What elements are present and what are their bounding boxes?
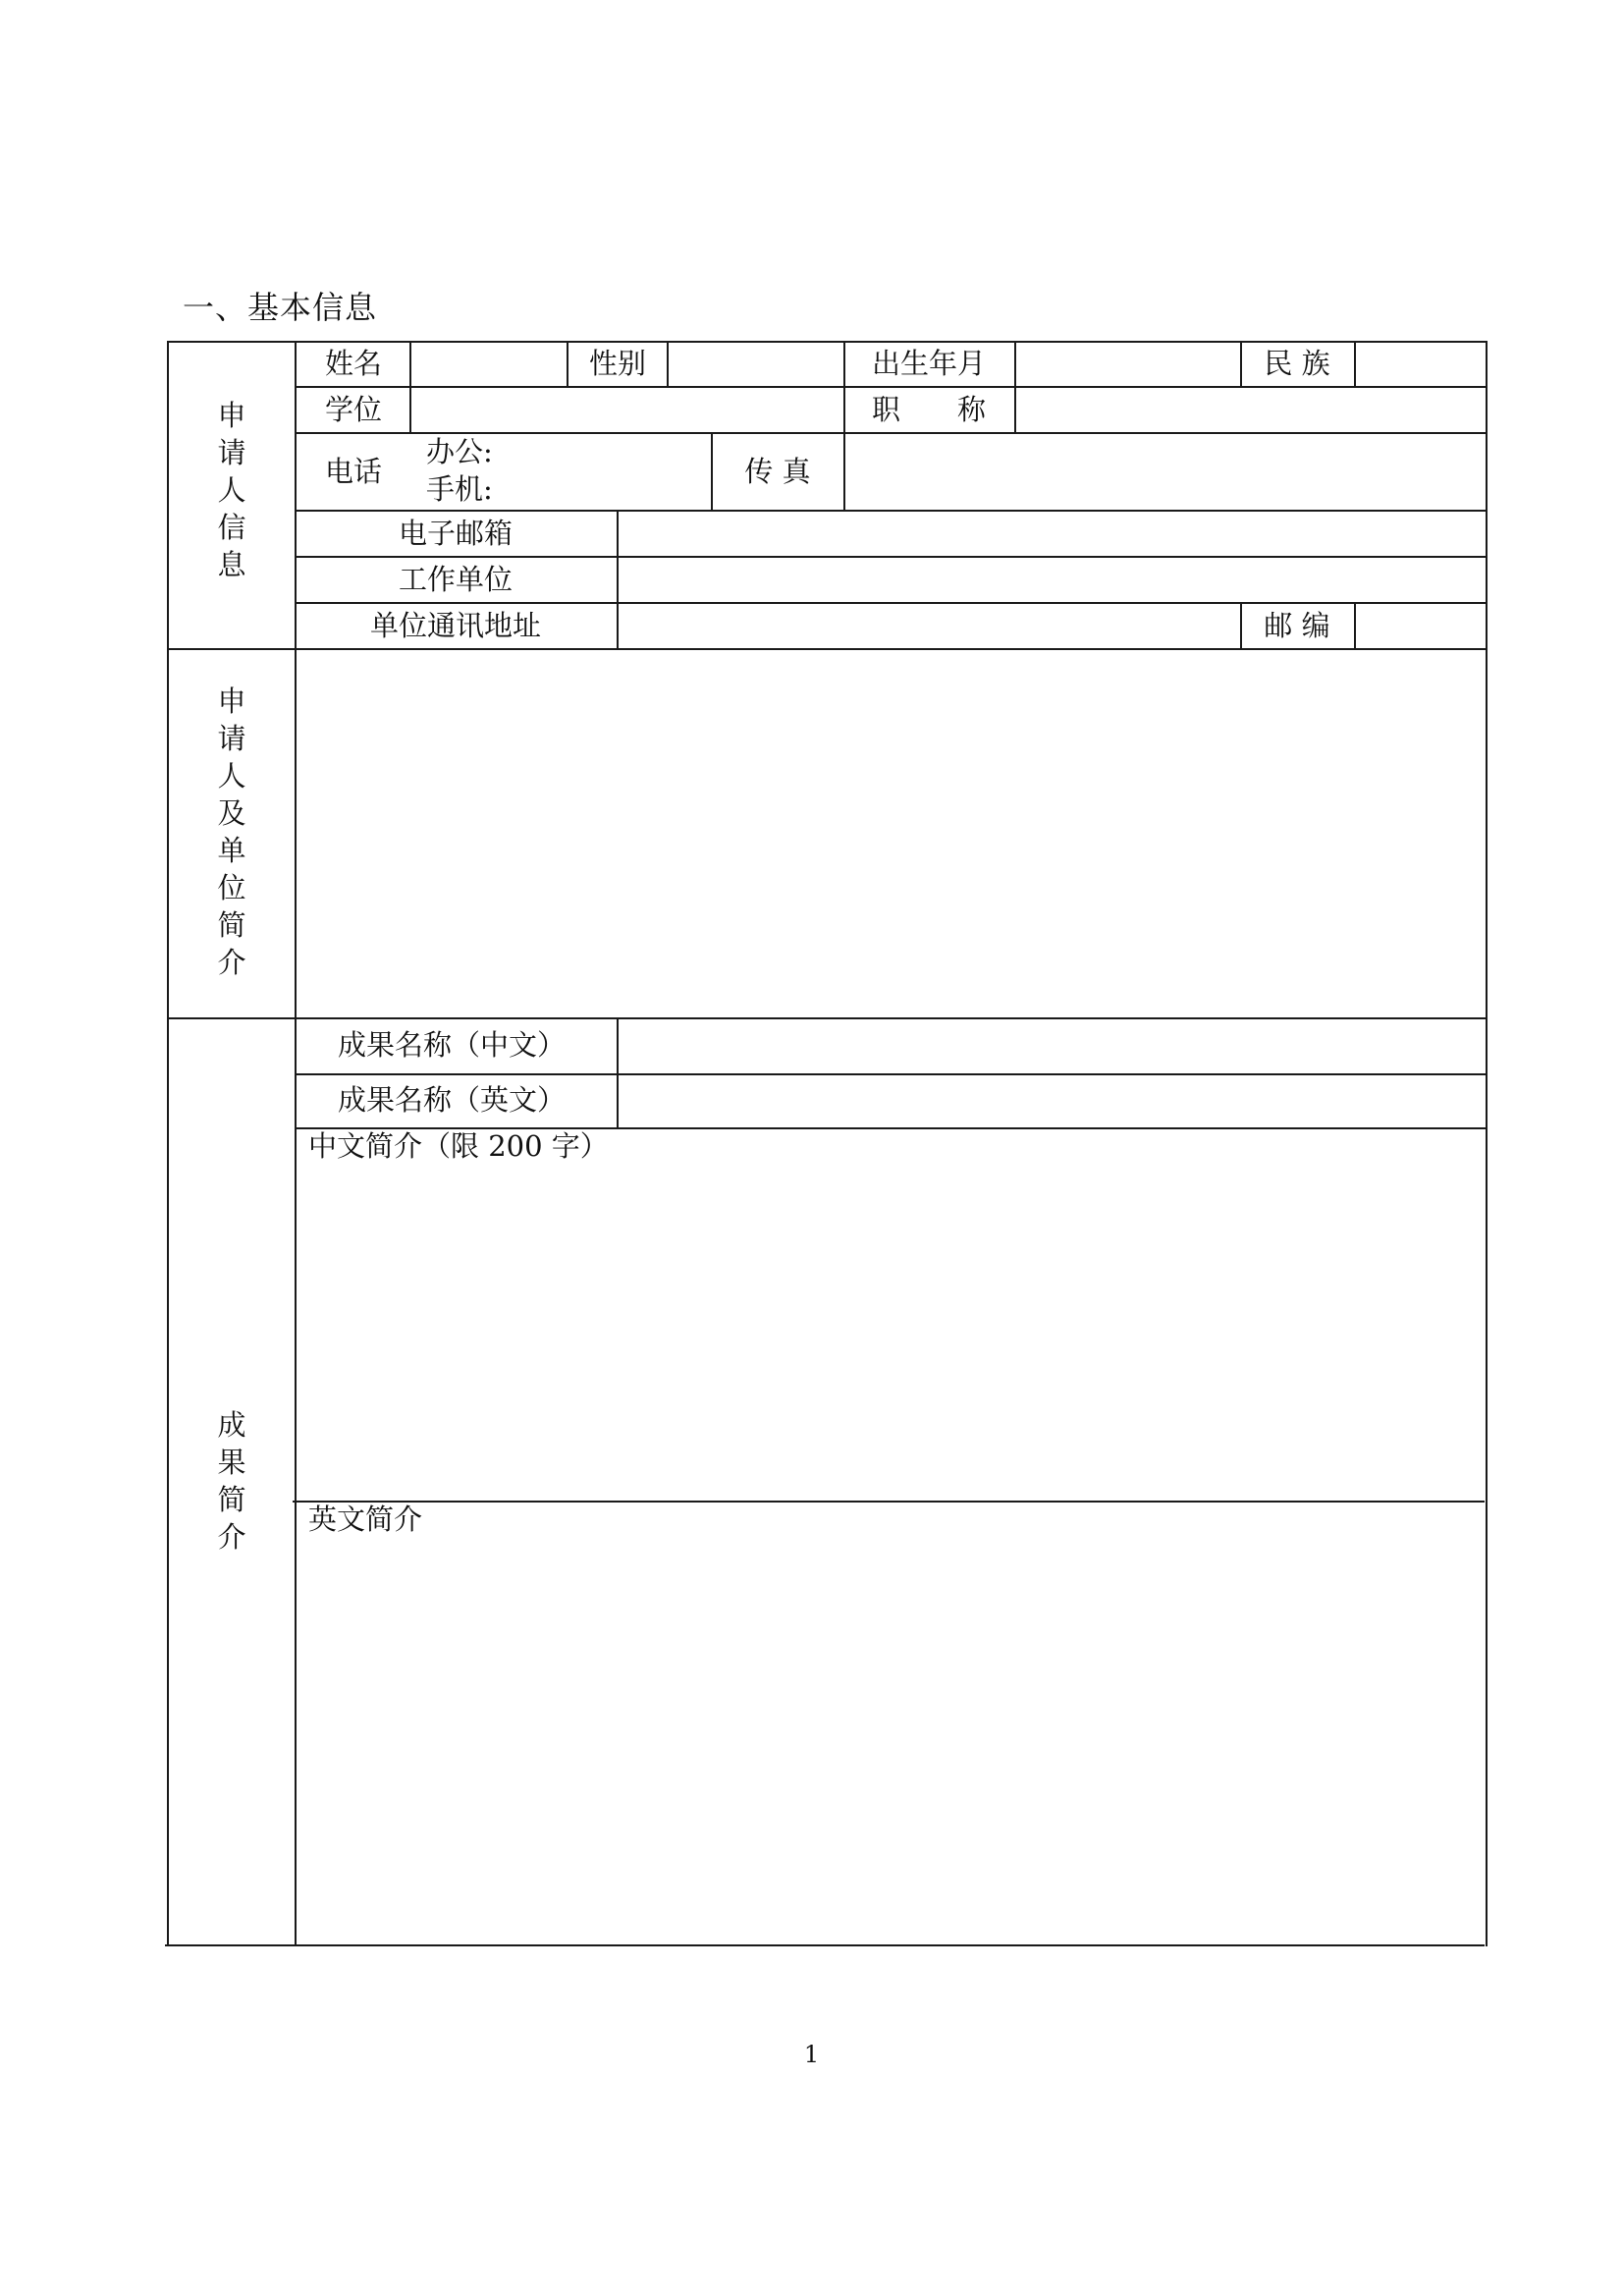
name-field[interactable]	[411, 343, 566, 386]
profile-textarea[interactable]	[297, 650, 1485, 1016]
section-title: 一、基本信息	[183, 289, 378, 326]
achievement-group-label: 成 果 简 介	[217, 1408, 246, 1554]
summary-en-textarea[interactable]	[297, 1542, 1485, 1942]
achievement-name-cn-field[interactable]	[619, 1019, 1485, 1072]
summary-cn-label: 中文简介（限 200 字）	[308, 1129, 609, 1163]
phone-label: 电话	[324, 455, 383, 488]
postcode-field[interactable]	[1356, 604, 1485, 647]
name-label: 姓名	[324, 347, 383, 380]
address-label: 单位通讯地址	[369, 609, 542, 642]
summary-en-label: 英文简介	[308, 1503, 423, 1536]
profile-group-label: 申 请 人 及 单 位 简 介	[217, 684, 246, 979]
achievement-name-cn-label: 成果名称（中文）	[338, 1028, 567, 1062]
degree-field[interactable]	[411, 388, 842, 431]
employer-field[interactable]	[619, 558, 1485, 601]
page-number: 1	[803, 2041, 820, 2068]
achievement-name-en-label: 成果名称（英文）	[338, 1083, 567, 1117]
birth-date-label: 出生年月	[871, 347, 987, 380]
professional-title-field[interactable]	[1016, 388, 1485, 431]
gender-field[interactable]	[669, 343, 842, 386]
address-field[interactable]	[619, 604, 1239, 647]
employer-label: 工作单位	[398, 563, 514, 596]
professional-title-label: 职 称	[871, 393, 987, 426]
fax-label: 传 真	[744, 455, 811, 488]
ethnicity-field[interactable]	[1356, 343, 1485, 386]
fax-field[interactable]	[845, 434, 1485, 509]
postcode-label: 邮 编	[1264, 609, 1330, 642]
summary-cn-textarea[interactable]	[297, 1169, 1485, 1499]
degree-label: 学位	[324, 393, 383, 426]
gender-label: 性别	[588, 347, 647, 380]
mobile-phone-label: 手机:	[426, 472, 493, 506]
birth-date-field[interactable]	[1016, 343, 1239, 386]
email-field[interactable]	[619, 512, 1485, 555]
applicant-info-group-label: 申 请 人 信 息	[217, 399, 246, 581]
ethnicity-label: 民 族	[1264, 347, 1330, 380]
email-label: 电子邮箱	[398, 517, 514, 550]
achievement-name-en-field[interactable]	[619, 1075, 1485, 1126]
phone-field[interactable]	[501, 434, 709, 509]
office-phone-label: 办公:	[426, 435, 493, 468]
